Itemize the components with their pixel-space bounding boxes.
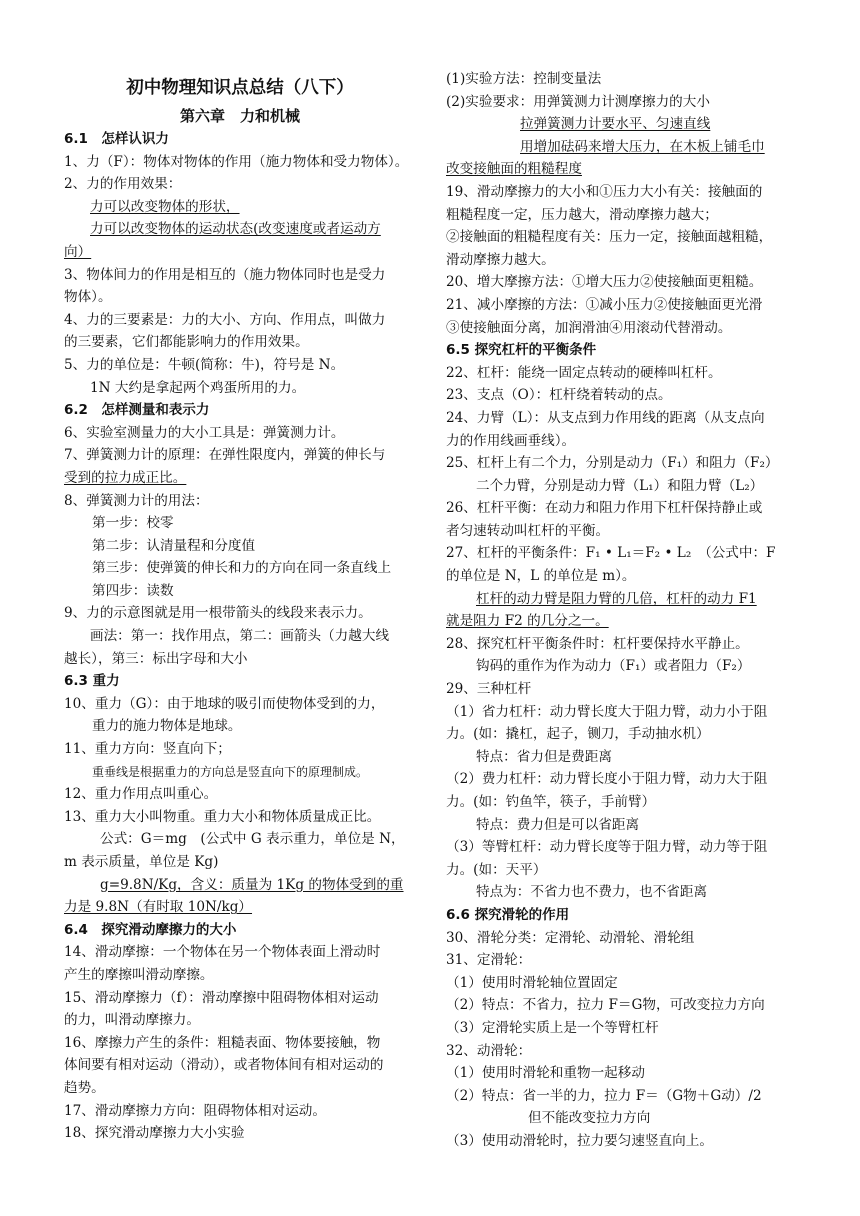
text-line (64, 241, 416, 264)
text-line: 6、实验室测量力的大小工具是：弹簧测力计。 (64, 424, 345, 441)
text-line: 30、滑轮分类：定滑轮、动滑轮、滑轮组 (446, 929, 695, 946)
text-line: 5、力的单位是：牛顿(简称：牛)，符号是 N。 (64, 356, 345, 373)
underlined-text: 力可以改变物体的形状， (90, 198, 240, 215)
text-line (64, 218, 416, 241)
text-line: 2、力的作用效果： (64, 176, 182, 193)
text-line: 1、力（F）：物体对物体的作用（施力物体和受力物体）。 (64, 153, 409, 170)
text-line: 8、弹簧测力计的用法： (64, 492, 209, 509)
text-line: 10、重力（G）：由于地球的吸引而使物体受到的力， (64, 695, 385, 712)
text-line: 产生的摩擦叫滑动摩擦。 (64, 966, 214, 983)
text-line (446, 136, 796, 159)
text-line: 力。(如：撬杠，起子，铡刀，手动抽水机） (446, 726, 710, 743)
text-line: 7、弹簧测力计的原理：在弹性限度内，弹簧的伸长与 (64, 447, 386, 464)
underlined-text: 用增加砝码来增大压力，在木板上铺毛巾 (520, 138, 765, 155)
text-line: 4、力的三要素是：力的大小、方向、作用点，叫做力 (64, 311, 386, 328)
underlined-text: 改变接触面的粗糙程度 (446, 161, 582, 178)
text-line: 3、物体间力的作用是相互的（施力物体同时也是受力 (64, 266, 386, 283)
document-title: 初中物理知识点总结（八下） (126, 78, 354, 98)
text-line: 二个力臂，分别是动力臂（L₁）和阻力臂（L₂） (476, 477, 764, 494)
text-line: 特点为：不省力也不费力，也不省距离 (476, 884, 708, 901)
text-line: 钩码的重作为作为动力（F₁）或者阻力（F₂） (476, 658, 751, 675)
left-column (64, 68, 416, 1145)
text-line: 重力的施力物体是地球。 (92, 718, 242, 735)
underlined-text: 力是 9.8N（有时取 10N/kg） (64, 899, 253, 916)
underlined-text: 受到的拉力成正比。 (64, 469, 187, 486)
text-line: 19、滑动摩擦力的大小和①压力大小有关：接触面的 (446, 183, 763, 200)
text-line: 第三步：使弹簧的伸长和力的方向在同一条直线上 (92, 560, 392, 577)
text-line: 特点：费力但是可以省距离 (476, 816, 640, 833)
text-line: 12、重力作用点叫重心。 (64, 786, 218, 803)
text-line: 18、探究滑动摩擦力大小实验 (64, 1125, 245, 1142)
text-line: 21、减小摩擦的方法：①减小压力②使接触面更光滑 (446, 296, 763, 313)
text-line: （2）特点：不省力，拉力 F＝G物，可改变拉力方向 (446, 997, 765, 1014)
text-line: 25、杠杆上有二个力，分别是动力（F₁）和阻力（F₂） (446, 455, 779, 472)
text-line: 15、滑动摩擦力（f）：滑动摩擦中阻碍物体相对运动 (64, 989, 379, 1006)
text-line: 27、杠杆的平衡条件：F₁ • L₁＝F₂ • L₂ （公式中：F (446, 545, 776, 562)
text-line (446, 113, 796, 136)
text-line: 22、杠杆：能绕一固定点转动的硬棒叫杠杆。 (446, 364, 722, 381)
text-line: 第四步：读数 (92, 582, 174, 599)
text-line: 第一步：校零 (92, 515, 174, 532)
text-line (446, 588, 796, 611)
text-line: 的三要素，它们都能影响力的作用效果。 (64, 334, 309, 351)
text-line: (1)实验方法：控制变量法 (446, 71, 602, 87)
text-line: 滑动摩擦力越大。 (446, 251, 555, 268)
text-line: 32、动滑轮： (446, 1042, 532, 1059)
text-line (64, 196, 416, 219)
text-line: 趋势。 (64, 1079, 105, 1096)
text-line: (2)实验要求：用弹簧测力计测摩擦力的大小 (446, 93, 710, 110)
text-line: 力。(如：天平） (446, 861, 547, 878)
text-line: ②接触面的粗糙程度有关：压力一定，接触面越粗糙， (446, 229, 773, 246)
text-line (446, 610, 796, 633)
chapter-heading: 第六章 力和机械 (179, 107, 300, 125)
right-lines (446, 68, 796, 1153)
right-column (446, 68, 796, 1153)
text-line: 的单位是 N，L 的单位是 m）。 (446, 568, 636, 585)
text-line: （1）省力杠杆：动力臂长度大于阻力臂，动力小于阻 (446, 703, 768, 720)
text-line: （3）使用动滑轮时，拉力要匀速竖直向上。 (446, 1132, 713, 1149)
underlined-text: 拉弹簧测力计要水平、匀速直线 (520, 116, 711, 133)
text-line (64, 874, 416, 897)
text-line: 17、滑动摩擦力方向：阻碍物体相对运动。 (64, 1102, 326, 1119)
text-line: （1）使用时滑轮轴位置固定 (446, 974, 618, 991)
left-lines (64, 128, 416, 1145)
text-line: （3）定滑轮实质上是一个等臂杠杆 (446, 1019, 659, 1036)
text-line: 力。(如：钓鱼竿，筷子，手前臂） (446, 794, 656, 810)
text-line: （2）特点：省一半的力，拉力 F＝（G物＋G动）/2 (446, 1087, 762, 1104)
underlined-text: g=9.8N/Kg，含义：质量为 1Kg 的物体受到的重 (100, 876, 404, 893)
section-heading: 6.2 怎样测量和表示力 (64, 402, 210, 419)
text-line: 特点：省力但是费距离 (476, 748, 612, 765)
text-line: 者匀速转动叫杠杆的平衡。 (446, 522, 610, 539)
text-line: 第二步：认清量程和分度值 (92, 537, 256, 554)
text-line: 13、重力大小叫物重。重力大小和物体质量成正比。 (64, 808, 381, 825)
section-heading: 6.1 怎样认识力 (64, 131, 169, 147)
text-line (446, 158, 796, 181)
text-line: 14、滑动摩擦：一个物体在另一个物体表面上滑动时 (64, 944, 381, 961)
text-line: 16、摩擦力产生的条件：粗糙表面、物体要接触，物 (64, 1034, 381, 1051)
text-line (64, 896, 416, 919)
text-line: 31、定滑轮： (446, 952, 532, 969)
underlined-text: 杠杆的动力臂是阻力臂的几倍，杠杆的动力 F1 (476, 590, 757, 607)
text-line: 画法：第一：找作用点，第二：画箭头（力越大线 (90, 628, 390, 645)
text-line (64, 467, 416, 490)
section-heading: 6.5 探究杠杆的平衡条件 (446, 342, 597, 359)
text-line: 24、力臂（L）：从支点到力作用线的距离（从支点向 (446, 409, 765, 426)
section-heading: 6.6 探究滑轮的作用 (446, 906, 570, 923)
text-line: 20、增大摩擦方法：①增大压力②使接触面更粗糙。 (446, 274, 763, 291)
text-line: 的力，叫滑动摩擦力。 (64, 1012, 200, 1029)
text-line: 29、三种杠杆 (446, 681, 532, 698)
text-line: （2）费力杠杆：动力臂长度小于阻力臂，动力大于阻 (446, 771, 768, 788)
text-line: 1N 大约是拿起两个鸡蛋所用的力。 (90, 379, 306, 396)
underlined-text: 就是阻力 F2 的几分之一。 (446, 613, 609, 630)
text-line: 越长），第三：标出字母和大小 (64, 650, 248, 667)
underlined-text: 向） (64, 243, 92, 260)
text-line: 粗糙程度一定，压力越大，滑动摩擦力越大； (446, 206, 718, 223)
underlined-text: 力可以改变物体的运动状态(改变速度或者运动方 (90, 221, 381, 238)
text-line: 重垂线是根据重力的方向总是竖直向下的原理制成。 (92, 764, 369, 779)
text-line: 26、杠杆平衡：在动力和阻力作用下杠杆保持静止或 (446, 500, 763, 517)
section-heading: 6.4 探究滑动摩擦力的大小 (64, 921, 237, 938)
text-line: 28、探究杠杆平衡条件时：杠杆要保持水平静止。 (446, 635, 749, 652)
text-line: （3）等臂杠杆：动力臂长度等于阻力臂，动力等于阻 (446, 839, 768, 856)
section-heading: 6.3 重力 (64, 673, 120, 690)
text-line: 力的作用线画垂线）。 (446, 432, 576, 449)
text-line: 体间要有相对运动（滑动），或者物体间有相对运动的 (64, 1057, 384, 1074)
text-line: 9、力的示意图就是用一根带箭头的线段来表示力。 (64, 605, 372, 622)
text-line: 但不能改变拉力方向 (528, 1110, 651, 1127)
text-line: ③使接触面分离，加润滑油④用滚动代替滑动。 (446, 319, 732, 336)
text-line: 23、支点（O）：杠杆绕着转动的点。 (446, 387, 672, 404)
text-line: 公式：G＝mg (公式中 G 表示重力，单位是 N， (100, 831, 405, 848)
text-line: （1）使用时滑轮和重物一起移动 (446, 1065, 645, 1082)
text-line: m 表示质量，单位是 Kg) (64, 854, 219, 870)
text-line: 11、重力方向：竖直向下； (64, 741, 231, 758)
text-line: 物体）。 (64, 289, 112, 306)
